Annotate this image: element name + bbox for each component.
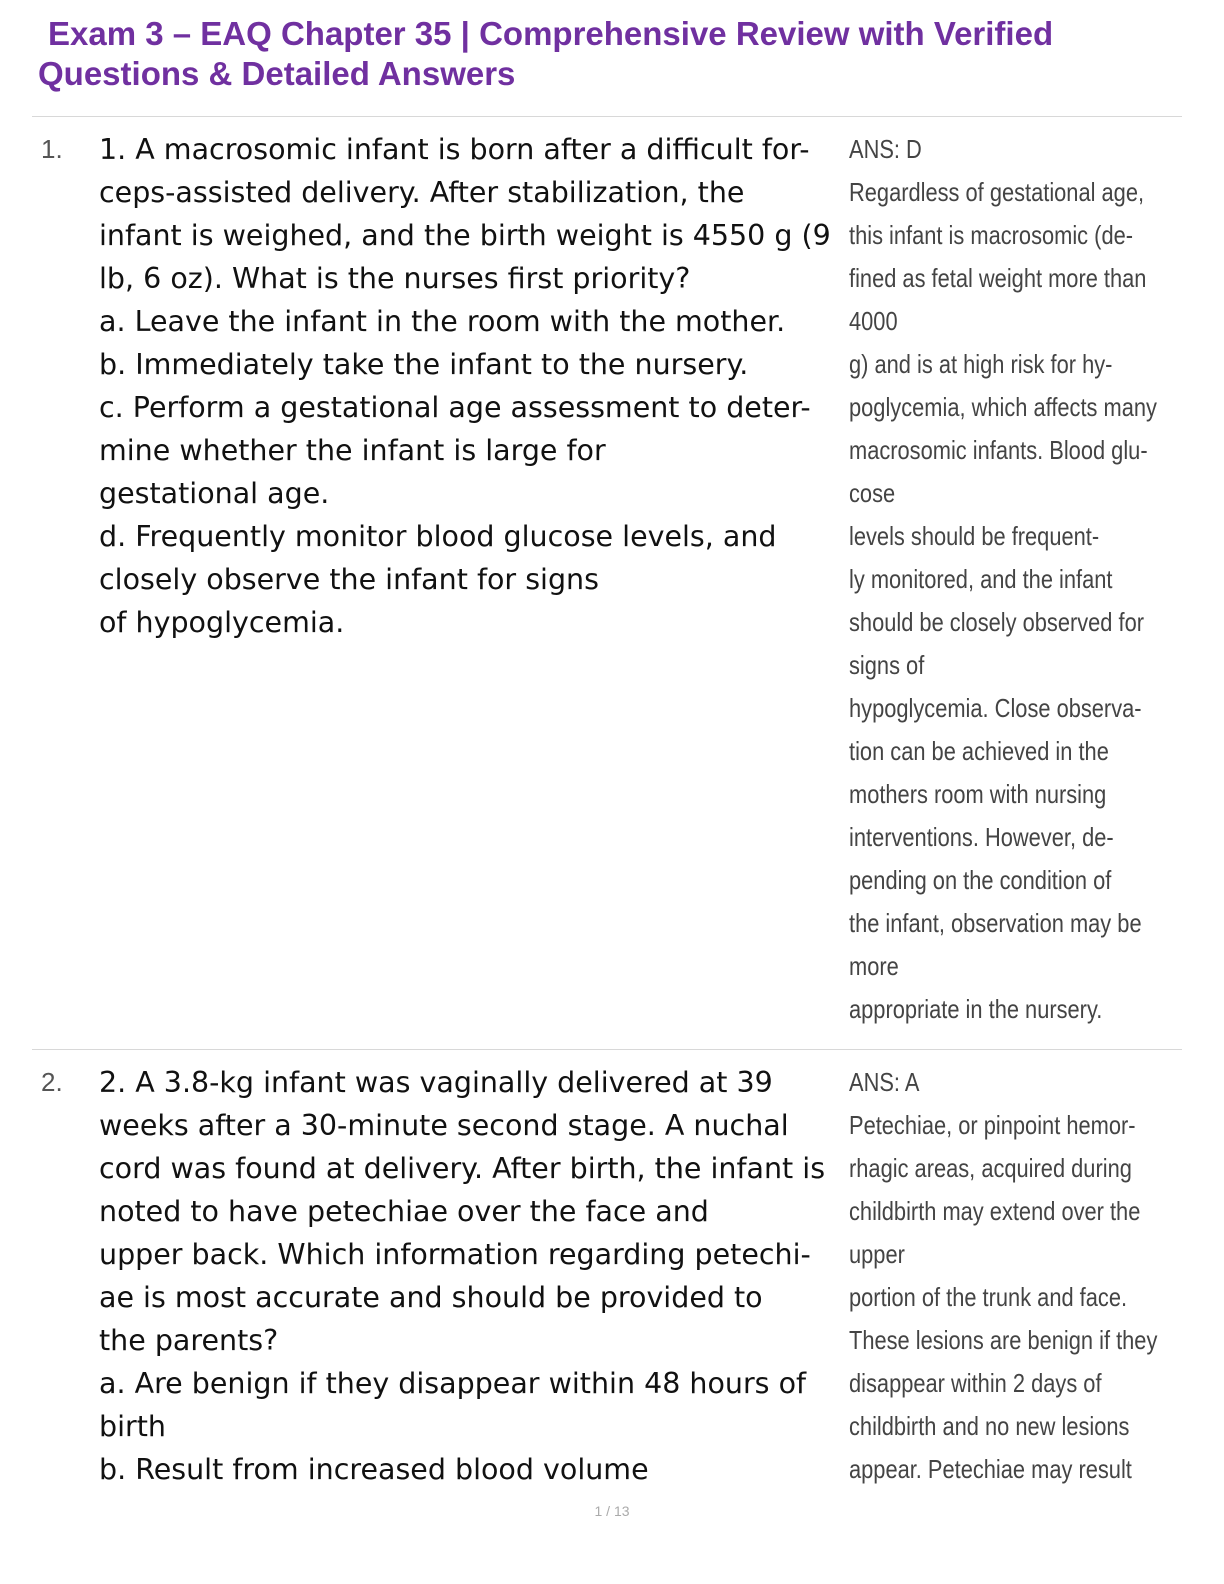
option-c-cont: mine whether the infant is large for [99,434,606,467]
option-b: b. Result from increased blood volume [99,1453,649,1486]
rationale-line: mothers room with nursing [849,779,1107,809]
question-line: noted to have petechiae over the face and [99,1195,709,1228]
rationale-line: fined as fetal weight more than [849,263,1147,293]
question-line: the parents? [99,1324,279,1357]
answer-key: ANS: D [849,134,922,164]
rationale-line: poglycemia, which affects many [849,392,1157,422]
rationale-line: appear. Petechiae may result [849,1454,1132,1484]
rationale-line: ly monitored, and the infant [849,564,1113,594]
answer-rationale [849,1061,1179,1491]
option-a: a. Leave the infant in the room with the mother. [99,305,786,338]
question-line: ae is most accurate and should be provided to [99,1281,763,1314]
question-line: lb, 6 oz). What is the nurses first priority? [99,262,691,295]
option-d-cont: of hypoglycemia. [99,606,345,639]
answer-key: ANS: A [849,1067,920,1097]
rationale-line: appropriate in the nursery. [849,994,1103,1024]
rationale-line: this infant is macrosomic (de- [849,220,1134,250]
rationale-line: Petechiae, or pinpoint hemor- [849,1110,1136,1140]
option-d-cont: closely observe the infant for signs [99,563,599,596]
rationale-line: cose [849,478,896,508]
rationale-line: macrosomic infants. Blood glu- [849,435,1148,465]
question-line: 1. A macrosomic infant is born after a difficult for- [99,133,810,166]
option-a-cont: birth [99,1410,166,1443]
rationale-line: should be closely observed for [849,607,1145,637]
option-d: d. Frequently monitor blood glucose levels, and [99,520,777,553]
question-line: 2. A 3.8-kg infant was vaginally delivered at 39 [99,1066,773,1099]
divider [32,1049,1182,1050]
rationale-line: childbirth and no new lesions [849,1411,1130,1441]
rationale-line: signs of [849,650,925,680]
page-title [38,14,1188,94]
question-text [99,128,841,644]
question-number: 1. [41,134,63,164]
rationale-line: upper [849,1239,905,1269]
page-indicator: 1 / 13 [594,1503,630,1519]
option-b: b. Immediately take the infant to the nursery. [99,348,749,381]
rationale-line: portion of the trunk and face. [849,1282,1128,1312]
rationale-line: interventions. However, de- [849,822,1114,852]
rationale-line: pending on the condition of [849,865,1112,895]
option-a: a. Are benign if they disappear within 48 hours of [99,1367,807,1400]
option-c: c. Perform a gestational age assessment to deter- [99,391,811,424]
question-line: infant is weighed, and the birth weight is 4550 g (9 [99,219,831,252]
question-line: upper back. Which information regarding petechi- [99,1238,811,1271]
rationale-line: hypoglycemia. Close observa- [849,693,1142,723]
rationale-line: levels should be frequent- [849,521,1100,551]
rationale-line: disappear within 2 days of [849,1368,1102,1398]
rationale-line: 4000 [849,306,898,336]
divider [32,116,1182,117]
rationale-line: childbirth may extend over the [849,1196,1141,1226]
rationale-line: Regardless of gestational age, [849,177,1145,207]
answer-rationale [849,128,1179,1031]
page-title-line-1: Exam 3 – EAQ Chapter 35 | Comprehensive Review with Verified [48,15,1054,52]
question-line: ceps-assisted delivery. After stabilization, the [99,176,745,209]
rationale-line: more [849,951,899,981]
page-title-line-2: Questions & Detailed Answers [38,55,516,92]
question-text [99,1061,841,1491]
rationale-line: rhagic areas, acquired during [849,1153,1132,1183]
question-number: 2. [41,1067,63,1097]
question-line: weeks after a 30-minute second stage. A nuchal [99,1109,789,1142]
question-line: cord was found at delivery. After birth, the infant is [99,1152,826,1185]
rationale-line: tion can be achieved in the [849,736,1109,766]
option-c-cont: gestational age. [99,477,330,510]
rationale-line: g) and is at high risk for hy- [849,349,1113,379]
rationale-line: These lesions are benign if they [849,1325,1158,1355]
rationale-line: the infant, observation may be [849,908,1142,938]
